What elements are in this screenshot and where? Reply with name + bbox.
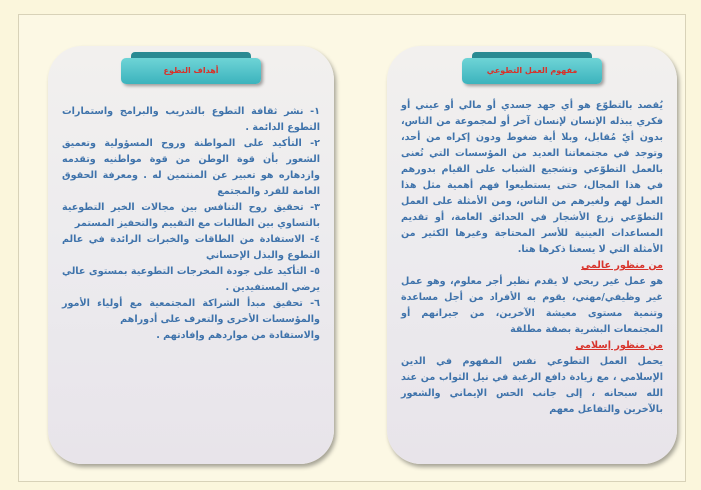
card-title: أهداف التطوع: [121, 58, 261, 84]
islamic-heading: من منظور إسلامي: [575, 340, 663, 351]
goal-item: ٤- الاستفادة من الطاقات والخبرات الرائدة في عالم التطوع والبذل الإحساني: [62, 234, 320, 261]
goal-closing: والاستفادة من مواردهم وإفادتهم .: [156, 330, 320, 341]
global-heading: من منظور عالمي: [581, 260, 663, 271]
goal-item: ١- نشر ثقافة التطوع بالتدريب والبرامج واستمارات التطوع الدائمة .: [62, 106, 320, 133]
goal-item: ٥- التأكيد على جودة المخرجات التطوعية بمستوى عالي يرضي المستفيدين .: [62, 266, 320, 293]
intro-text: يُقصد بالتطوّع هو أي جهد جسدي أو مالي أو عيني أو فكري يبذله الإنسان لإنسان آخر أو لمجموعة من الناس، بدون أيّ مُقابل، وبلا أية ضغوط ودون إكراه من أحد، وتوجد في مجتمعاتنا العديد من المؤسسات التي تُعنى بالعمل التطوّعي وتشجيع الشباب على القيام بدورهم في هذا المجال، حتى يستطيعوا فهم أهمية مثل هذا العمل لهم ولغيرهم من الناس، ومن الأمثلة على العمل التطوّعي زرع الأشجار في الحدائق العامة، أو تقديم المساعدات العينية للأسر المحتاجة وغيرها الكثير من الأمثلة التي لا يسعنا ذكرها هنا.: [401, 100, 663, 255]
islamic-text: يحمل العمل التطوعي نفس المفهوم في الدين الإسلامي ، مع زيادة دافع الرغبة في نيل الثواب من عند الله سبحانه ، إلى جانب الحس الإيماني والشعور بالآخرين والتفاعل معهم: [401, 356, 663, 415]
global-text: هو عمل غير ربحي لا يقدم نظير أجر معلوم، وهو عمل غير وظيفي/مهني، يقوم به الأفراد من أجل مساعدة وتنمية مستوى معيشة الآخرين، من جيرانهم أو المجتمعات البشرية بصفة مطلقة: [401, 276, 663, 335]
goal-item: ٦- تحقيق مبدأ الشراكة المجتمعية مع أولياء الأمور والمؤسسات الأخرى والتعرف على أدوراهم: [62, 298, 320, 325]
goal-item: ٣- تحقيق روح التنافس بين مجالات الخير التطوعية بالتساوي بين الطالبات مع التقييم والتحفيز المستمر: [62, 202, 320, 229]
volunteer-goals-card: [48, 46, 334, 464]
volunteer-concept-card: [387, 46, 677, 464]
card-title: مفهوم العمل التطوعي: [462, 58, 602, 84]
goal-item: ٢- التأكيد على المواطنة وروح المسؤولية وتعميق الشعور بأن قوة الوطن من قوة مواطنيه وتقدمه وازدهاره هو تعبير عن المنتمين له . ومعرفة الحقوق العامة للفرد والمجتمع: [62, 138, 320, 197]
